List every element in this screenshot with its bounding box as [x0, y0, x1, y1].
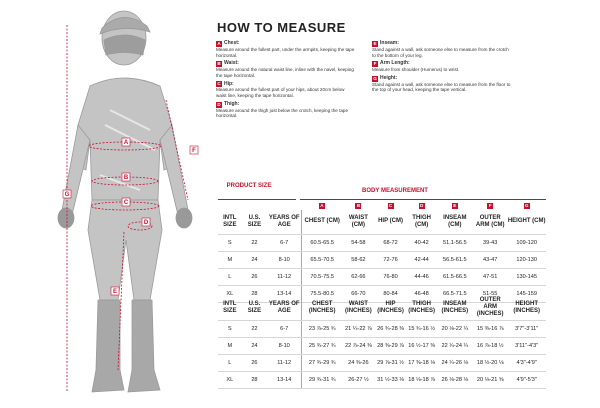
instr-label: Chest: — [224, 40, 240, 47]
col-header: INTL SIZE — [218, 296, 242, 320]
col-header: U.S. SIZE — [242, 296, 268, 320]
table-cell: 20 ⅛-22 ¼ — [437, 320, 473, 337]
table-cell: 15 ⅜-16 ⅞ — [473, 320, 507, 337]
table-cell: 46-48 — [407, 285, 437, 302]
col-header: CHEST (CM) — [302, 210, 343, 234]
body-measurement-rule — [300, 199, 546, 200]
instr-label: Thigh: — [224, 100, 240, 107]
marker-a: A — [123, 140, 129, 146]
col-header: HIP (INCHES) — [374, 296, 406, 320]
table-cell: 11-12 — [267, 268, 301, 285]
col-header: CHEST (INCHES) — [302, 296, 343, 320]
col-header: WAIST (INCHES) — [342, 296, 374, 320]
metric-size-table — [218, 202, 546, 303]
marker-b: B — [123, 175, 129, 181]
col-header: OUTER ARM (INCHES) — [473, 296, 507, 320]
table-cell: 70.5-75.5 — [302, 268, 343, 285]
table-row — [218, 320, 546, 337]
table-cell: 56.5-61.5 — [437, 251, 473, 268]
table-cell: 80-84 — [374, 285, 406, 302]
table-cell: 28 — [242, 285, 268, 302]
table-cell: 8-10 — [267, 337, 301, 354]
table-cell: 109-120 — [507, 234, 546, 251]
page-title: HOW TO MEASURE — [217, 20, 346, 35]
instr-label: Hip: — [224, 80, 234, 87]
table-cell: 22 — [242, 234, 268, 251]
col-header: HEIGHT (INCHES) — [507, 296, 546, 320]
table-cell: 39-43 — [473, 234, 507, 251]
table-row — [218, 354, 546, 371]
table-cell: 13-14 — [267, 371, 301, 388]
table-cell: 65.5-70.5 — [302, 251, 343, 268]
metric-header-row — [218, 210, 546, 234]
table-row — [218, 251, 546, 268]
marker-e: E — [112, 289, 118, 295]
table-cell: 68-72 — [374, 234, 406, 251]
table-cell: 18 ⅛-18 ⅞ — [407, 371, 437, 388]
table-cell: S — [218, 320, 242, 337]
col-badge-b: B — [356, 203, 361, 208]
badge-a: A — [217, 41, 221, 46]
marker-g: G — [64, 192, 70, 198]
instr-thigh — [216, 102, 356, 119]
col-badge-g: G — [524, 203, 529, 208]
col-badge-c: C — [388, 203, 393, 208]
table-cell: 3'11"-4'3" — [507, 337, 546, 354]
table-cell: 6-7 — [267, 234, 301, 251]
col-badge-d: D — [419, 203, 424, 208]
table-cell: 44-46 — [407, 268, 437, 285]
col-header: INSEAM (INCHES) — [437, 296, 473, 320]
table-cell: 26 — [242, 354, 268, 371]
table-row — [218, 234, 546, 251]
table-cell: 42-44 — [407, 251, 437, 268]
table-cell: 58-62 — [342, 251, 374, 268]
instr-text: Measure around the natural waist line, inline with the navel, keeping the tape horizontal. — [216, 67, 354, 78]
table-cell: 13-14 — [267, 285, 301, 302]
table-cell: 17 ⅜-18 ⅛ — [407, 354, 437, 371]
table-cell: 26 ⅛-28 ⅛ — [437, 371, 473, 388]
table-cell: 66-70 — [342, 285, 374, 302]
instr-inseam — [372, 41, 512, 58]
body-measurement-header: BODY MEASUREMENT — [362, 188, 428, 194]
table-cell: 4'9"-5'3" — [507, 371, 546, 388]
badge-e: E — [373, 41, 377, 46]
table-cell: 22 ⅞-24 ⅜ — [342, 337, 374, 354]
table-cell: 24 ¼-26 ⅛ — [437, 354, 473, 371]
marker-c: C — [123, 200, 129, 206]
table-cell: 24 — [242, 337, 268, 354]
instr-label: Arm Length: — [380, 60, 410, 67]
table-cell: 60.5-65.5 — [302, 234, 343, 251]
col-badge-e: E — [453, 203, 457, 208]
marker-d: D — [143, 220, 149, 226]
badge-g: G — [373, 75, 377, 81]
table-cell: 4'3"-4'9" — [507, 354, 546, 371]
instr-text: Measure from shoulder (Humerus) to wrist. — [372, 67, 460, 73]
instructions-left — [216, 41, 356, 119]
table-cell: 76-80 — [374, 268, 406, 285]
col-header: INSEAM (CM) — [437, 210, 473, 234]
table-cell: M — [218, 337, 242, 354]
table-cell: 29 ¾-31 ¾ — [302, 371, 343, 388]
col-header: HIP (CM) — [374, 210, 406, 234]
goggles — [104, 35, 145, 55]
col-header: HEIGHT (CM) — [507, 210, 546, 234]
table-cell: 22 — [242, 320, 268, 337]
imperial-size-table — [218, 296, 546, 389]
table-cell: 51-55 — [473, 285, 507, 302]
col-header: YEARS OF AGE — [267, 296, 301, 320]
right-glove — [176, 208, 192, 228]
badge-row — [218, 202, 546, 210]
table-cell: 24 ⅜-26 — [342, 354, 374, 371]
rider-figure — [0, 0, 220, 408]
col-badge-a: A — [320, 203, 324, 208]
imperial-header-row — [218, 296, 546, 320]
table-cell: 66.5-71.5 — [437, 285, 473, 302]
table-cell: 8-10 — [267, 251, 301, 268]
col-header: THIGH (CM) — [407, 210, 437, 234]
product-size-rule — [218, 199, 296, 200]
col-header: YEARS OF AGE — [267, 210, 301, 234]
instr-label: Inseam: — [380, 40, 399, 47]
table-cell: 21 ¼-22 ⅞ — [342, 320, 374, 337]
table-row — [218, 337, 546, 354]
product-size-header: PRODUCT SIZE — [226, 183, 272, 189]
col-header: WAIST (CM) — [342, 210, 374, 234]
col-header: U.S. SIZE — [242, 210, 268, 234]
table-row — [218, 371, 546, 388]
table-cell: 15 ¾-16 ½ — [407, 320, 437, 337]
col-header: OUTER ARM (CM) — [473, 210, 507, 234]
instr-text: Stand against a wall, ask someone else to measure from the floor to the top of your head, keeping the tape vertical. — [372, 81, 511, 93]
table-cell: L — [218, 354, 242, 371]
table-cell: 20 ⅛-21 ⅝ — [473, 371, 507, 388]
table-cell: 28 — [242, 371, 268, 388]
table-cell: M — [218, 251, 242, 268]
table-cell: 31 ½-33 ⅛ — [374, 371, 406, 388]
table-cell: 11-12 — [267, 354, 301, 371]
table-cell: 40-42 — [407, 234, 437, 251]
col-badge-f: F — [488, 203, 492, 208]
table-cell: 29 ⅞-31 ½ — [374, 354, 406, 371]
table-cell: 61.5-66.5 — [437, 268, 473, 285]
table-cell: 16 ⅞-18 ½ — [473, 337, 507, 354]
table-cell: 28 ⅜-29 ⅞ — [374, 337, 406, 354]
table-cell: 27 ¾-29 ¾ — [302, 354, 343, 371]
table-cell: 62-66 — [342, 268, 374, 285]
table-cell: 130-145 — [507, 268, 546, 285]
table-cell: 25 ¾-27 ¾ — [302, 337, 343, 354]
instr-text: Measure around the fullest part of your hips, about 20cm below waist line, keeping the tape horizontal. — [216, 87, 345, 98]
instr-arm-length — [372, 61, 512, 73]
instructions-right — [372, 41, 512, 93]
table-cell: S — [218, 234, 242, 251]
table-cell: 47-51 — [473, 268, 507, 285]
table-cell: 26 — [242, 268, 268, 285]
instr-chest — [216, 41, 356, 58]
table-cell: 23 ⅞-25 ¾ — [302, 320, 343, 337]
left-glove — [58, 208, 74, 228]
badge-f: F — [373, 61, 377, 67]
pants — [88, 200, 162, 300]
instr-height — [372, 76, 512, 93]
table-cell: 6-7 — [267, 320, 301, 337]
table-cell: L — [218, 268, 242, 285]
badge-d: D — [217, 101, 221, 107]
table-cell: 3'7"-3'11" — [507, 320, 546, 337]
table-cell: XL — [218, 371, 242, 388]
table-cell: 120-130 — [507, 251, 546, 268]
instr-label: Waist: — [224, 60, 239, 67]
table-cell: 26 ¾-28 ⅜ — [374, 320, 406, 337]
col-header: INTL SIZE — [218, 210, 242, 234]
instr-text: Stand against a wall, ask someone else to measure from the crotch to the bottom of your leg. — [372, 47, 509, 58]
table-cell: 18 ½-20 ⅛ — [473, 354, 507, 371]
instr-text: Measure around the fullest part, under the armpits, keeping the tape horizontal. — [216, 47, 355, 58]
col-header: THIGH (INCHES) — [407, 296, 437, 320]
badge-c: C — [217, 81, 221, 87]
left-boot — [92, 300, 124, 392]
table-cell: XL — [218, 285, 242, 302]
instr-waist — [216, 61, 356, 78]
table-cell: 26-27 ½ — [342, 371, 374, 388]
table-cell: 54-58 — [342, 234, 374, 251]
table-cell: 75.5-80.5 — [302, 285, 343, 302]
table-cell: 72-76 — [374, 251, 406, 268]
table-cell: 22 ¼-24 ¼ — [437, 337, 473, 354]
badge-b: B — [217, 61, 221, 67]
table-cell: 43-47 — [473, 251, 507, 268]
table-cell: 24 — [242, 251, 268, 268]
instr-text: Measure around the thigh just below the crotch, keeping the tape horizontal. — [216, 107, 349, 119]
table-cell: 51.1-56.5 — [437, 234, 473, 251]
table-cell: 16 ½-17 ⅜ — [407, 337, 437, 354]
table-cell: 145-159 — [507, 285, 546, 302]
table-row — [218, 268, 546, 285]
instr-hip — [216, 81, 356, 98]
right-boot — [128, 300, 160, 392]
instr-label: Height: — [380, 74, 398, 81]
marker-f: F — [192, 148, 196, 154]
